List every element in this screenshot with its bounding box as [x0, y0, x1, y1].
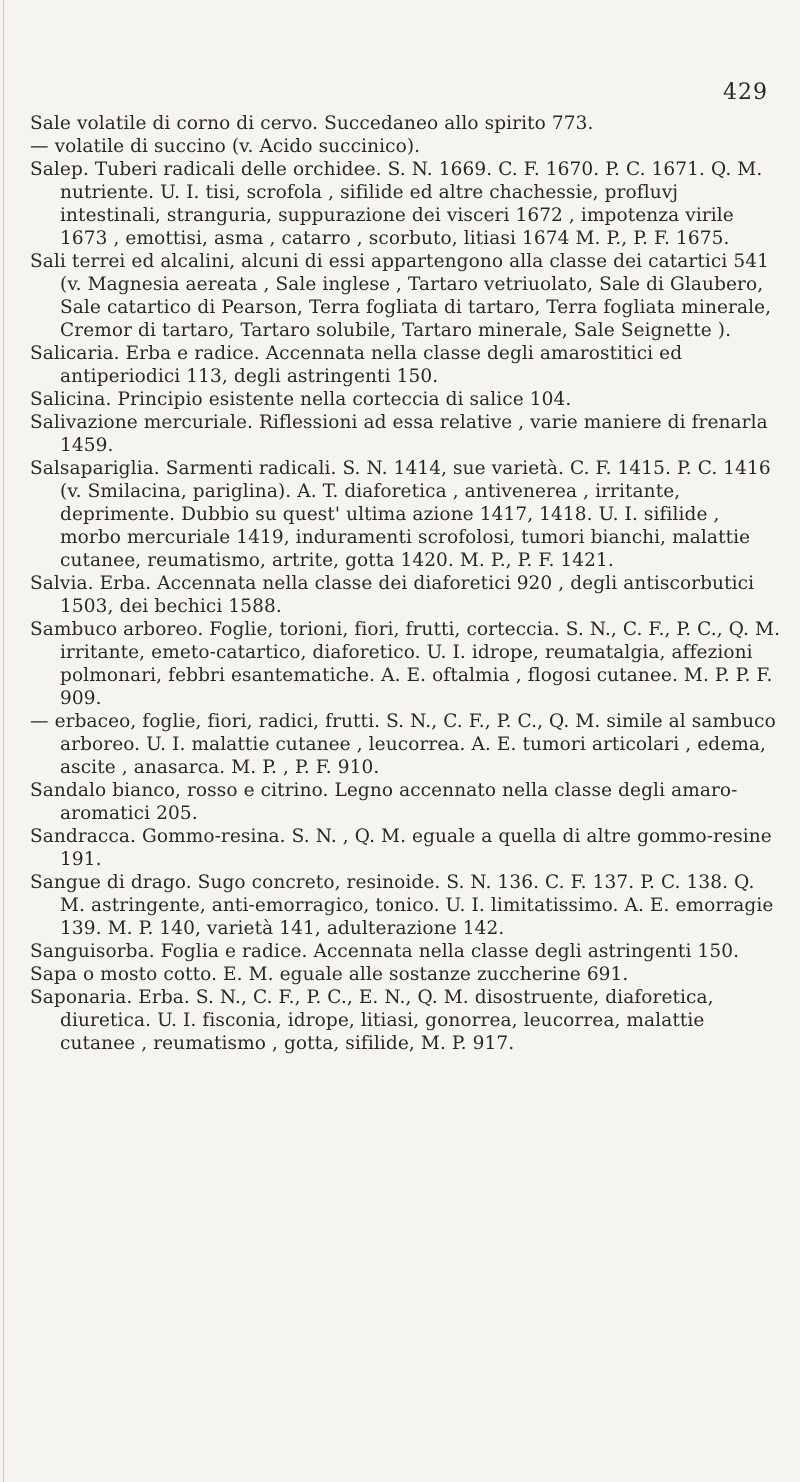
- entry-sale-volatile-succino: — volatile di succino (v. Acido succinico).: [30, 136, 421, 157]
- entry-sambuco-erbaceo: — erbaceo, foglie, fiori, radici, frutti. S. N., C. F., P. C., Q. M. simile al sambuco arboreo. U. I. malattie cutanee , leucorrea. A. E. tumori articolari , edema, ascite , anasarca. M. P. , P. F. 910.: [30, 711, 782, 778]
- entry-sale-volatile-corno: Sale volatile di corno di cervo. Succedaneo allo spirito 773.: [30, 113, 594, 134]
- entry-sali-terrei: Sali terrei ed alcalini, alcuni di essi appartengono alla classe dei catartici 541 (v. Magnesia aereata , Sale inglese , Tartaro vetriuolato, Sale di Glaubero, Sale catartico di Pearson, Terra fogliata di tartaro, Terra fogliata minerale, Cremor di tartaro, Tartaro solubile, Tartaro minerale, Sale Seignette ).: [30, 251, 778, 341]
- page-number: 429: [723, 80, 768, 105]
- entry-salivazione: Salivazione mercuriale. Riflessioni ad essa relative , varie maniere di frenarla 1459.: [30, 412, 774, 456]
- entry-sapa: Sapa o mosto cotto. E. M. eguale alle sostanze zuccherine 691.: [30, 964, 629, 985]
- entry-salep: Salep. Tuberi radicali delle orchidee. S. N. 1669. C. F. 1670. P. C. 1671. Q. M. nutriente. U. I. tisi, scrofola , sifilide ed altre chachessie, profluvj intestinali, stranguria, suppurazione dei visceri 1672 , impotenza virile 1673 , emottisi, asma , catarro , scorbuto, litiasi 1674 M. P., P. F. 1675.: [30, 159, 769, 249]
- entry-sambuco-arboreo: Sambuco arboreo. Foglie, torioni, fiori, frutti, corteccia. S. N., C. F., P. C., Q. M. irritante, emeto-catartico, diaforetico. U. I. idrope, reumatalgia, affezioni polmonari, febbri esantematiche. A. E. oftalmia , flogosi cutanee. M. P. P. F. 909.: [30, 619, 787, 709]
- page-edge-shadow: [3, 0, 4, 1482]
- index-entries: [30, 112, 787, 1055]
- entry-salicina: Salicina. Principio esistente nella corteccia di salice 104.: [30, 389, 572, 410]
- entry-sandracca: Sandracca. Gommo-resina. S. N. , Q. M. eguale a quella di altre gommo-resine 191.: [30, 826, 778, 870]
- entry-sandalo: Sandalo bianco, rosso e citrino. Legno accennato nella classe degli amaro-aromatici 205.: [30, 780, 738, 824]
- entry-salicaria: Salicaria. Erba e radice. Accennata nella classe degli amarostitici ed antiperiodici 113, degli astringenti 150.: [30, 343, 689, 387]
- entry-salsapariglia: Salsapariglia. Sarmenti radicali. S. N. 1414, sue varietà. C. F. 1415. P. C. 1416 (v. Smilacina, pariglina). A. T. diaforetica , antivenerea , irritante, deprimente. Dubbio su quest' ultima azione 1417, 1418. U. I. sifilide , morbo mercuriale 1419, induramenti scrofolosi, tumori bianchi, malattie cutanee, reumatismo, artrite, gotta 1420. M. P., P. F. 1421.: [30, 458, 777, 571]
- entry-salvia: Salvia. Erba. Accennata nella classe dei diaforetici 920 , degli antiscorbutici 1503, dei bechici 1588.: [30, 573, 761, 617]
- entry-sanguisorba: Sanguisorba. Foglia e radice. Accennata nella classe degli astringenti 150.: [30, 941, 740, 962]
- entry-sangue-drago: Sangue di drago. Sugo concreto, resinoide. S. N. 136. C. F. 137. P. C. 138. Q. M. astringente, anti-emorragico, tonico. U. I. limitatissimo. A. E. emorragie 139. M. P. 140, varietà 141, adulterazione 142.: [30, 872, 780, 939]
- entry-saponaria: Saponaria. Erba. S. N., C. F., P. C., E. N., Q. M. disostruente, diaforetica, diuretica. U. I. fisconia, idrope, litiasi, gonorrea, leucorrea, malattie cutanee , reumatismo , gotta, sifilide, M. P. 917.: [30, 987, 720, 1054]
